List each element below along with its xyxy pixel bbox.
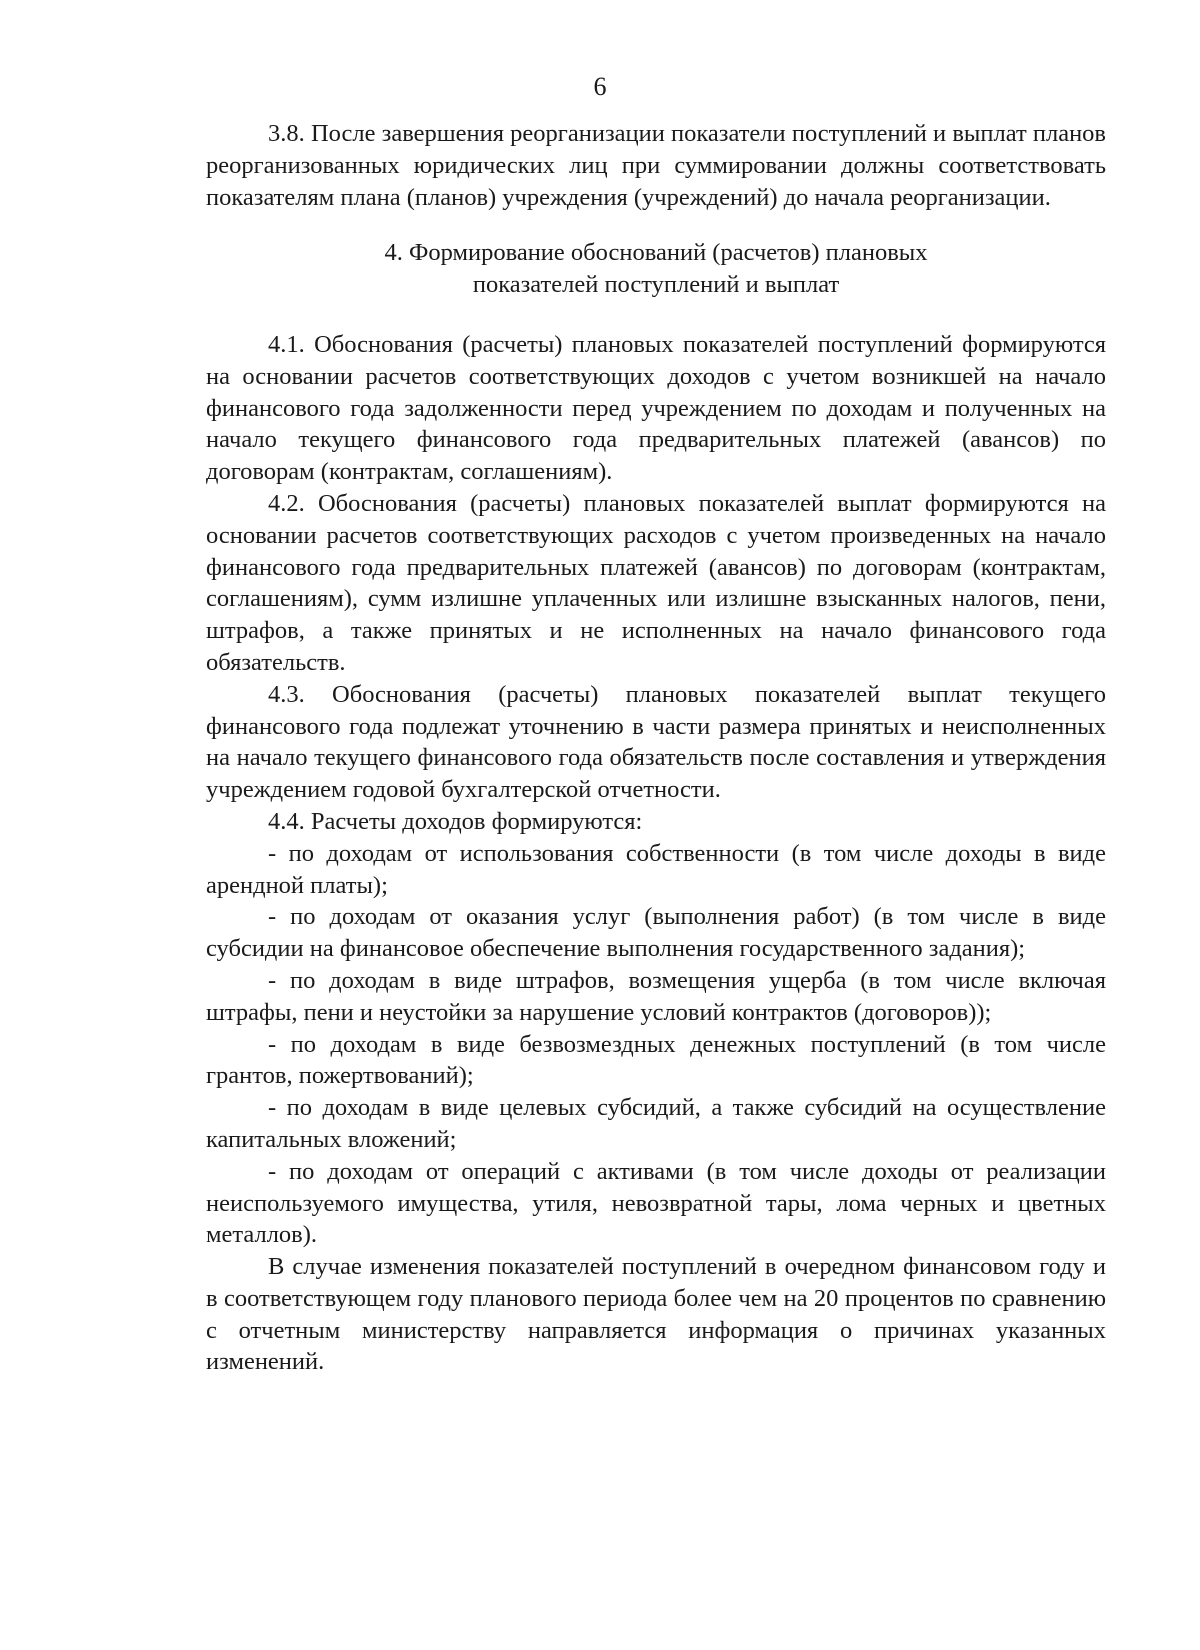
paragraph-4-1: 4.1. Обоснования (расчеты) плановых показателей поступлений формируются на основании расчетов соответствующих доходов с учетом возникшей на начало финансового года задолженности перед учреждением по доходам и полученных на начало текущего финансового года предварительных платежей (авансов) по договорам (контрактам, соглашениям). [206,330,1106,486]
paragraph-change-notice: В случае изменения показателей поступлений в очередном финансовом году и в соответствующем году планового периода более чем на 20 процентов по сравнению с отчетным министерству направляется информация о причинах указанных изменений. [206,1253,1106,1376]
paragraph-4-2: 4.2. Обоснования (расчеты) плановых показателей выплат формируются на основании расчетов соответствующих расходов с учетом произведенных на начало финансового года предварительных платежей (авансов) по договорам (контрактам, соглашениям), сумм излишне уплаченных или излишне взысканных налогов, пени, штрафов, а также принятых и не исполненных на начало финансового года обязательств. [206,489,1106,676]
section-heading-line-1: 4. Формирование обоснований (расчетов) плановых [384,239,928,267]
section-heading-line-2: показателей поступлений и выплат [472,271,840,299]
list-item-subsidies-income: - по доходам в виде целевых субсидий, а также субсидий на осуществление капитальных вложений; [206,1094,1106,1153]
list-item-assets-income: - по доходам от операций с активами (в том числе доходы от реализации неиспользуемого имущества, утиля, невозвратной тары, лома черных и цветных металлов). [206,1157,1106,1249]
list-item-grants-income: - по доходам в виде безвозмездных денежных поступлений (в том числе грантов, пожертвований); [206,1030,1106,1090]
list-item-fines-income: - по доходам в виде штрафов, возмещения ущерба (в том числе включая штрафы, пени и неустойки за нарушение условий контрактов (договоров)); [206,966,1106,1026]
paragraph-4-4: 4.4. Расчеты доходов формируются: [268,807,643,835]
paragraph-3-8: 3.8. После завершения реорганизации показатели поступлений и выплат планов реорганизованных юридических лиц при суммировании должны соответствовать показателям плана (планов) учреждения (учреждений) до начала реорганизации. [206,120,1106,211]
document-body [206,118,1106,1378]
list-item-property-income: - по доходам от использования собственности (в том числе доходы в виде арендной платы); [206,839,1106,899]
list-item-services-income: - по доходам от оказания услуг (выполнения работ) (в том числе в виде субсидии на финансовое обеспечение выполнения государственного задания); [206,903,1106,963]
section-heading [206,237,1106,301]
page-number: 6 [593,72,607,101]
paragraph-4-3: 4.3. Обоснования (расчеты) плановых показателей выплат текущего финансового года подлежат уточнению в части размера принятых и неисполненных на начало текущего финансового года обязательств после составления и утверждения учреждением годовой бухгалтерской отчетности. [206,680,1106,804]
